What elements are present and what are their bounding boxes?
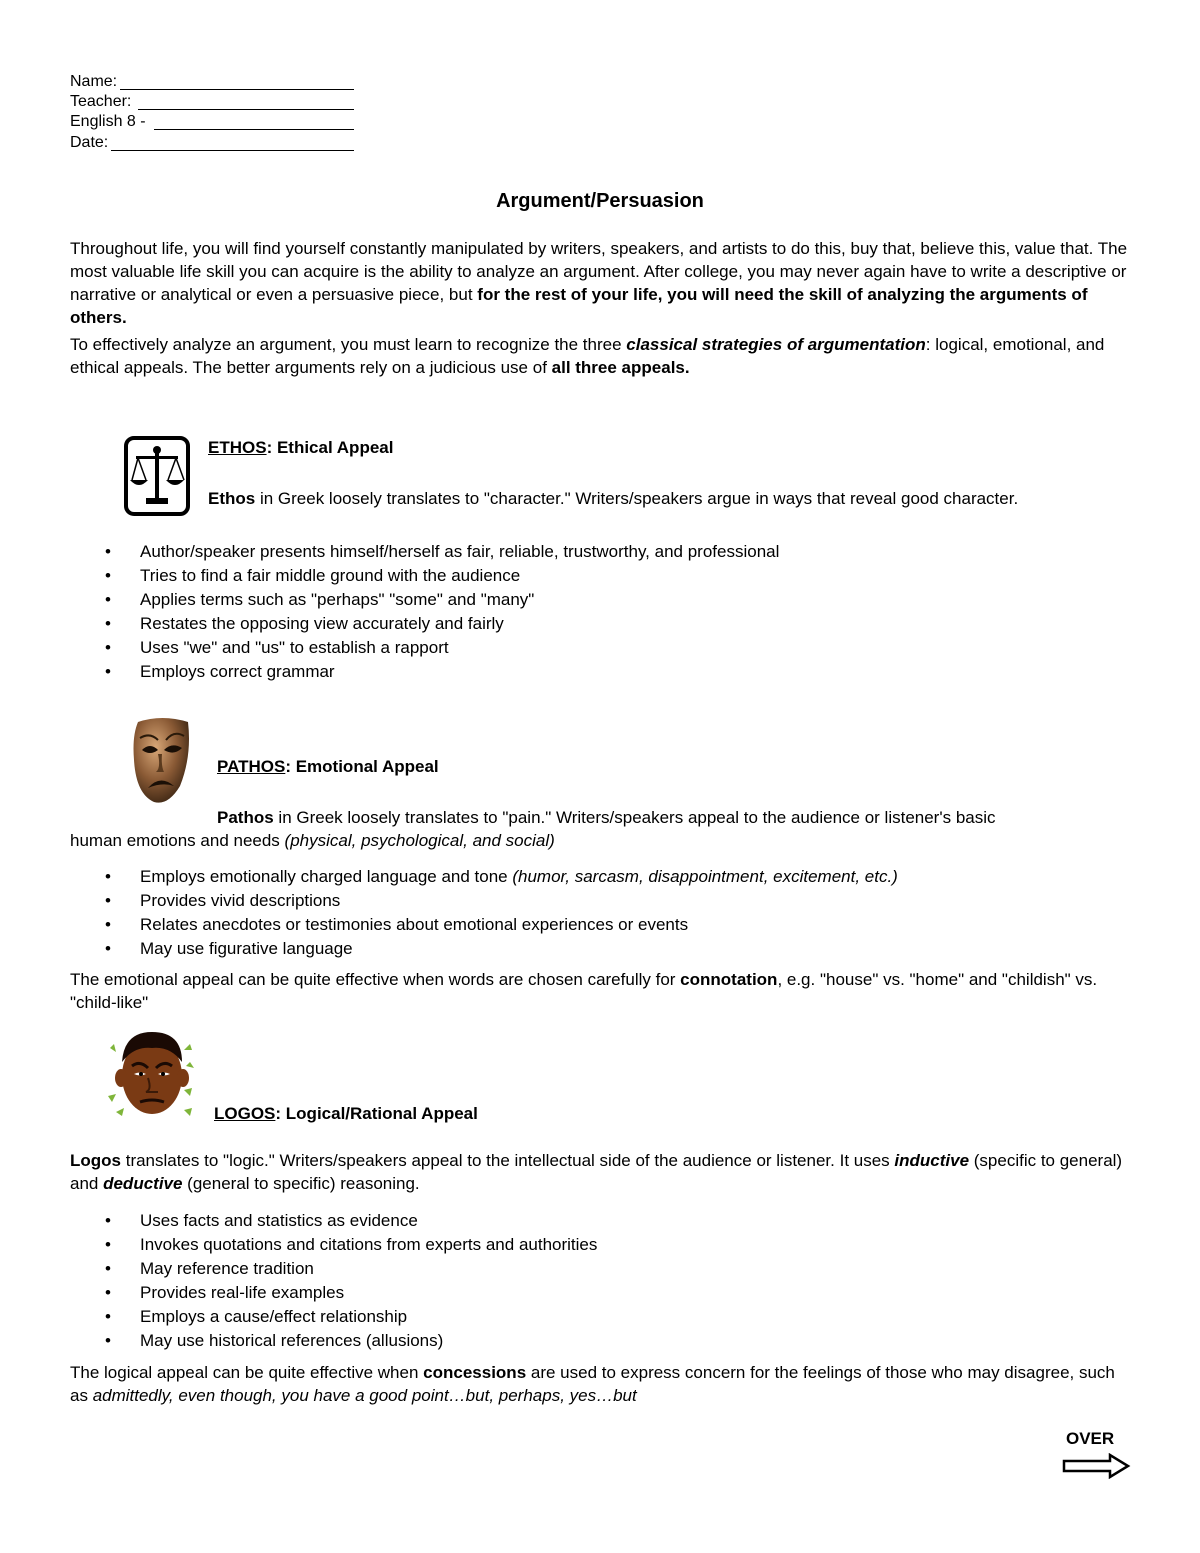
pathos-definition-line-1: Pathos in Greek loosely translates to "pain." Writers/speakers appeal to the audience or listener's basic	[217, 808, 996, 827]
list-item: • Uses "we" and "us" to establish a rapport	[70, 636, 1130, 660]
list-item: • Invokes quotations and citations from experts and authorities	[70, 1233, 1130, 1257]
ethos-definition: Ethos in Greek loosely translates to "character." Writers/speakers argue in ways that reveal good character.	[208, 489, 1019, 508]
ethos-bullet-list	[70, 540, 1130, 684]
pathos-heading: PATHOS: Emotional Appeal	[217, 757, 439, 776]
list-item: • Employs a cause/effect relationship	[70, 1305, 1130, 1329]
intro-paragraph-2: To effectively analyze an argument, you must learn to recognize the three classical strategies of argumentation: logical, emotional, and ethical appeals. The better arguments rely on a judicious use of all three appeals.	[70, 335, 1105, 377]
list-item: • Restates the opposing view accurately and fairly	[70, 612, 1130, 636]
list-item: • May use historical references (allusions)	[70, 1329, 1130, 1353]
page-title: Argument/Persuasion	[496, 190, 704, 212]
list-item: • May use figurative language	[70, 937, 1130, 961]
thinking-face-icon	[106, 1026, 198, 1122]
logos-heading: LOGOS: Logical/Rational Appeal	[214, 1104, 478, 1123]
intro-paragraph-1: Throughout life, you will find yourself constantly manipulated by writers, speakers, and artists to do this, buy that, believe this, value that. The most valuable life skill you can acquire is the ability to analyze an argument. After college, you may never again have to write a descriptive or narrative or analytical or even a persuasive piece, but for the rest of your life, you will need the skill of analyzing the arguments of others.	[70, 239, 1128, 327]
tragedy-mask-icon	[128, 716, 194, 808]
list-item: • Provides vivid descriptions	[70, 889, 1130, 913]
logos-bullet-list	[70, 1209, 1130, 1353]
list-item: • Uses facts and statistics as evidence	[70, 1209, 1130, 1233]
ethos-heading: ETHOS: Ethical Appeal	[208, 438, 394, 457]
list-item: • Employs emotionally charged language and tone (humor, sarcasm, disappointment, excitement, etc.)	[70, 865, 1130, 889]
pathos-definition-line-2: human emotions and needs (physical, psychological, and social)	[70, 831, 555, 850]
list-item: • Provides real-life examples	[70, 1281, 1130, 1305]
teacher-field[interactable]	[138, 109, 354, 110]
pathos-bullet-list	[70, 865, 1130, 961]
list-item: • Applies terms such as "perhaps" "some" and "many"	[70, 588, 1130, 612]
date-field[interactable]	[111, 150, 354, 151]
over-label: OVER	[1066, 1429, 1115, 1448]
pathos-closing-paragraph: The emotional appeal can be quite effective when words are chosen carefully for connotation, e.g. "house" vs. "home" and "childish" vs. "child-like"	[70, 970, 1098, 1012]
teacher-label: Teacher:	[70, 93, 132, 110]
list-item: • May reference tradition	[70, 1257, 1130, 1281]
class-label: English 8 -	[70, 113, 146, 130]
scales-icon	[124, 436, 190, 516]
class-field[interactable]	[154, 129, 354, 130]
list-item: • Employs correct grammar	[70, 660, 1130, 684]
arrow-right-icon	[1062, 1453, 1132, 1479]
logos-closing-paragraph: The logical appeal can be quite effective when concessions are used to express concern for the feelings of those who may disagree, such as admittedly, even though, you have a good point…but, perhaps, yes…but	[70, 1363, 1115, 1405]
list-item: • Tries to find a fair middle ground with the audience	[70, 564, 1130, 588]
list-item: • Author/speaker presents himself/herself as fair, reliable, trustworthy, and professional	[70, 540, 1130, 564]
list-item: • Relates anecdotes or testimonies about emotional experiences or events	[70, 913, 1130, 937]
logos-definition: Logos translates to "logic." Writers/speakers appeal to the intellectual side of the audience or listener. It uses inductive (specific to general) and deductive (general to specific) reasoning.	[70, 1151, 1123, 1193]
name-label: Name:	[70, 73, 118, 90]
name-field[interactable]	[120, 89, 354, 90]
date-label: Date:	[70, 134, 109, 151]
